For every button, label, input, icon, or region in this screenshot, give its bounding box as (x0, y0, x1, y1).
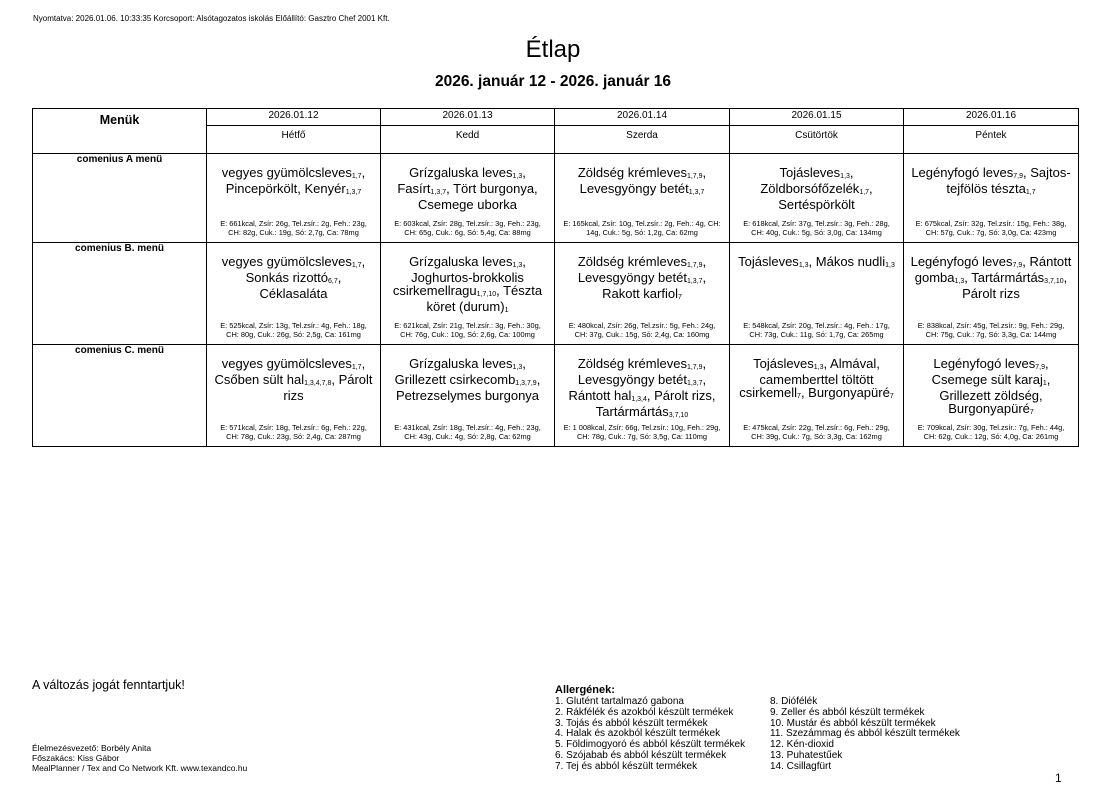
day-date: 2026.01.12 (268, 110, 319, 121)
allergen-codes: 1,3,7 (688, 189, 705, 196)
dish-name: , Grillezett csirkecomb (394, 356, 526, 387)
allergen-codes: 1,3 (885, 262, 895, 269)
allergen-codes: 1,3,4,7,8 (304, 380, 332, 387)
allergens-title: Allergének: (555, 684, 615, 696)
menus-header: Menük (33, 109, 207, 154)
dish-name: , Csemege sült karaj (931, 356, 1049, 387)
dish-name: , Sertéspörkölt (778, 181, 873, 212)
allergen-codes: 1,3 (840, 173, 850, 180)
dish-name: , Sonkás rizottó (245, 254, 366, 285)
allergen-item: 9. Zeller és abból készült termékek (770, 706, 925, 718)
allergen-item: 13. Puhatestűek (770, 749, 843, 761)
staff-line: Főszakács: Kiss Gábor (32, 753, 120, 763)
dish-name: , Céklasaláta (259, 270, 342, 301)
allergen-list-right (770, 697, 960, 773)
day-date: 2026.01.13 (442, 110, 493, 121)
menu-row (33, 154, 1079, 243)
menu-table (32, 108, 1079, 447)
dish-name: Tojásleves (738, 254, 799, 269)
allergen-codes: 1,3,7 (345, 189, 362, 196)
allergen-codes: 1,7,9 (686, 173, 703, 180)
nutrition-info: E: 661kcal, Zsír: 26g, Tel.zsír.: 2g, Feh.: 23g, CH: 82g, Cuk.: 19g, Só: 2,7g, Ca: 78mg (220, 219, 367, 237)
day-header (555, 109, 730, 154)
menu-row (33, 243, 1079, 345)
dish-name: , Levesgyöngy betét (577, 254, 707, 285)
nutrition-info: E: 709kcal, Zsír: 30g, Tel.zsír.: 7g, Feh.: 44g, CH: 62g, Cuk.: 12g, Só: 4,0g, Ca: 261mg (917, 423, 1065, 441)
allergen-item: 8. Diófélék (770, 696, 818, 707)
dish-name: Zöldség krémleves (577, 254, 687, 269)
allergen-item: 14. Csillagfürt (770, 760, 832, 772)
allergen-item: 1. Glutént tartalmazó gabona (555, 696, 684, 707)
allergen-item: 10. Mustár és abból készült termékek (770, 717, 936, 729)
day-name: Hétfő (207, 125, 380, 147)
allergen-list-left (555, 697, 745, 773)
day-header (904, 109, 1079, 154)
allergen-codes: 1,3 (954, 278, 965, 285)
allergen-codes: 1,7 (351, 262, 362, 269)
dish-list (381, 243, 554, 316)
dish-list (730, 345, 903, 402)
allergen-codes: 7,9 (1035, 364, 1046, 371)
allergen-codes: 7 (1029, 409, 1034, 416)
dish-name: Zöldség krémleves (577, 165, 687, 180)
allergen-codes: 1,3 (512, 173, 523, 180)
allergen-codes: 1,3,7 (686, 278, 703, 285)
nutrition-info: E: 525kcal, Zsír: 13g, Tel.zsír.: 4g, Feh.: 18g, CH: 80g, Cuk.: 26g, Só: 2,5g, Ca: 161mg (220, 321, 367, 339)
dish-name: , Rántott hal (568, 372, 707, 403)
day-header (730, 109, 904, 154)
allergen-codes: 7 (797, 393, 801, 400)
menu-cell (381, 345, 555, 447)
dish-list (904, 345, 1078, 418)
dish-list (381, 154, 554, 211)
dish-name: vegyes gyümölcsleves (221, 356, 352, 371)
dish-name: , Zöldborsófőzelék (760, 165, 860, 196)
dish-name: vegyes gyümölcsleves (221, 254, 352, 269)
day-name: Csütörtök (730, 125, 903, 147)
nutrition-info: E: 165kcal, Zsír: 10g, Tel.zsír.: 2g, Feh.: 4g, CH: 14g, Cuk.: 5g, Só: 1,2g, Ca: 62mg (563, 219, 721, 237)
menu-cell (207, 345, 381, 447)
menu-row (33, 345, 1079, 447)
dish-name: , Tészta köret (durum) (426, 283, 543, 314)
allergen-item: 2. Rákfélék és azokból készült termékek (555, 706, 734, 718)
allergen-codes: 1,3,7,9 (515, 380, 537, 387)
menu-cell (730, 154, 904, 243)
dish-name: Zöldség krémleves (577, 356, 687, 371)
allergen-item: 11. Szezámmag és abból készült termékek (770, 728, 960, 740)
allergen-codes: 1 (1042, 380, 1047, 387)
page-title: Étlap (525, 36, 581, 63)
allergen-codes: 1,7,10 (476, 291, 497, 298)
menu-cell (381, 154, 555, 243)
dish-name: Tojásleves (753, 356, 814, 371)
dish-list (555, 154, 729, 198)
dish-name: , Párolt rizs (962, 270, 1068, 301)
dish-name: , Mákos nudli (808, 254, 886, 269)
menu-cell (207, 243, 381, 345)
allergen-codes: 1,7 (859, 189, 870, 196)
allergen-codes: 3,7,10 (1044, 278, 1064, 285)
allergen-codes: 7 (889, 393, 894, 400)
dish-name: , Levesgyöngy betét (577, 356, 707, 387)
page-number: 1 (1055, 771, 1062, 785)
day-name: Szerda (555, 125, 729, 147)
dish-list (207, 345, 380, 402)
allergen-codes: 1 (504, 307, 509, 314)
dish-name: Grízgaluska leves (409, 165, 513, 180)
nutrition-info: E: 603kcal, Zsír: 28g, Tel.zsír.: 3g, Feh.: 23g, CH: 65g, Cuk.: 6g, Só: 5,4g, Ca: 88mg (394, 219, 541, 237)
dish-name: , Párolt rizs (283, 372, 373, 403)
day-date: 2026.01.16 (965, 110, 1017, 121)
allergen-codes: 1,7 (351, 173, 362, 180)
dish-name: , Burgonyapüré (800, 385, 890, 400)
allergen-item: 12. Kén-dioxid (770, 739, 834, 751)
dish-name: Legényfogó leves (933, 356, 1036, 371)
allergen-codes: 7 (677, 294, 682, 301)
menu-name: comenius A menü (33, 154, 207, 243)
dish-list (904, 243, 1078, 300)
nutrition-info: E: 621kcal, Zsír: 21g, Tel.zsír.: 3g, Feh.: 30g, CH: 76g, Cuk.: 10g, Só: 2,6g, Ca: 100mg (394, 321, 541, 339)
nutrition-info: E: 675kcal, Zsír: 32g, Tel.zsír.: 15g, Feh.: 38g, CH: 57g, Cuk.: 7g, Só: 3,0g, Ca: 423mg (915, 219, 1067, 237)
nutrition-info: E: 838kcal, Zsír: 45g, Tel.zsír.: 9g, Feh.: 29g, CH: 75g, Cuk.: 7g, Só: 3,3g, Ca: 144mg (917, 321, 1065, 339)
allergen-codes: 1,3,4 (631, 396, 647, 403)
nutrition-info: E: 431kcal, Zsír: 18g, Tel.zsír.: 4g, Feh.: 23g, CH: 43g, Cuk.: 4g, Só: 2,8g, Ca: 62mg (394, 423, 541, 441)
menu-cell (904, 243, 1079, 345)
dish-name: , Sajtos-tejfölös tészta (946, 165, 1071, 196)
allergen-codes: 6,7 (328, 278, 338, 285)
menu-cell (555, 154, 730, 243)
allergen-codes: 1,3 (512, 364, 523, 371)
allergen-item: 3. Tojás és abból készült termékek (555, 717, 708, 729)
dish-list (730, 154, 903, 211)
dish-name: , Tartármártás (964, 270, 1045, 285)
nutrition-info: E: 571kcal, Zsír: 18g, Tel.zsír.: 6g, Feh.: 22g, CH: 78g, Cuk.: 23g, Só: 2,4g, Ca: 287mg (220, 423, 367, 441)
dish-name: Legényfogó leves (911, 165, 1014, 180)
dish-name: Legényfogó leves (910, 254, 1013, 269)
dish-list (730, 243, 903, 271)
dish-list (555, 345, 729, 421)
menu-cell (555, 243, 730, 345)
dish-name: Tojásleves (779, 165, 841, 180)
menu-name: comenius B. menü (33, 243, 207, 345)
staff-line: Élelmezésvezető: Borbély Anita (32, 743, 152, 753)
dish-name: , Rakott karfiol (602, 270, 707, 301)
menu-cell (730, 243, 904, 345)
day-date: 2026.01.15 (791, 110, 842, 121)
menu-cell (904, 345, 1079, 447)
allergen-codes: 7,9 (1012, 262, 1023, 269)
dish-name: , Csőben sült hal (214, 356, 366, 387)
allergen-item: 6. Szójabab és abból készült termékek (555, 749, 727, 761)
dish-name: , Grillezett zöldség, Burgonyapüré (939, 372, 1051, 416)
allergen-item: 7. Tej és abból készült termékek (555, 760, 698, 772)
dish-name: , Pincepörkölt, Kenyér (225, 165, 366, 196)
allergen-codes: 1,3,7 (686, 380, 703, 387)
allergen-codes: 1,3 (798, 262, 809, 269)
dish-name: , Tört burgonya, Csemege uborka (418, 181, 538, 212)
dish-list (207, 154, 380, 198)
dish-list (555, 243, 729, 303)
dish-name: , Petrezselymes burgonya (395, 372, 541, 403)
allergen-codes: 1,3 (813, 364, 824, 371)
allergen-codes: 3,7,10 (668, 412, 689, 419)
allergen-codes: 1,3 (512, 262, 523, 269)
allergen-item: 5. Földimogyoró és abból készült termékek (555, 739, 746, 751)
allergen-codes: 1,7,9 (686, 262, 703, 269)
dish-name: Grízgaluska leves (409, 254, 513, 269)
allergen-codes: 1,7 (1025, 189, 1036, 196)
dish-name: Grízgaluska leves (409, 356, 513, 371)
menu-cell (904, 154, 1079, 243)
menu-cell (207, 154, 381, 243)
menu-cell (730, 345, 904, 447)
allergen-item: 4. Halak és azokból készült termékek (555, 728, 721, 740)
staff-line: MealPlanner / Tex and Co Network Kft. www.texandco.hu (32, 763, 248, 773)
menu-name: comenius C. menü (33, 345, 207, 447)
allergen-codes: 1,3,7 (430, 189, 447, 196)
day-header (207, 109, 381, 154)
dish-name: , Párolt rizs, Tartármártás (595, 388, 716, 419)
menu-cell (381, 243, 555, 345)
allergen-codes: 1,7,9 (686, 364, 703, 371)
dish-name: , Rántott gomba (914, 254, 1072, 285)
dish-name: , Joghurtos-brokkolis csirkemellragu (392, 254, 526, 298)
dish-name: vegyes gyümölcsleves (221, 165, 352, 180)
nutrition-info: E: 475kcal, Zsír: 22g, Tel.zsír.: 6g, Feh.: 29g, CH: 39g, Cuk.: 7g, Só: 3,3g, Ca: 162mg (743, 423, 890, 441)
change-notice: A változás jogát fenntartjuk! (32, 678, 185, 692)
menu-cell (555, 345, 730, 447)
day-name: Péntek (904, 125, 1078, 147)
allergen-codes: 1,7 (351, 364, 362, 371)
dish-name: , Fasírt (397, 165, 526, 196)
day-name: Kedd (381, 125, 554, 147)
date-range: 2026. január 12 - 2026. január 16 (434, 73, 672, 90)
dish-list (207, 243, 380, 300)
nutrition-info: E: 1 008kcal, Zsír: 66g, Tel.zsír.: 10g, Feh.: 29g, CH: 78g, Cuk.: 7g, Só: 3,5g, Ca: 110mg (563, 423, 721, 441)
allergen-codes: 7,9 (1013, 173, 1023, 180)
dish-list (381, 345, 554, 402)
dish-name: , Levesgyöngy betét (579, 165, 707, 196)
day-date: 2026.01.14 (616, 110, 668, 121)
staff-info (32, 743, 247, 773)
dish-list (904, 154, 1078, 198)
nutrition-info: E: 548kcal, Zsír: 20g, Tel.zsír.: 4g, Feh.: 17g, CH: 73g, Cuk.: 11g, Só: 1,7g, Ca: 265mg (743, 321, 890, 339)
nutrition-info: E: 480kcal, Zsír: 26g, Tel.zsír.: 5g, Feh.: 24g, CH: 37g, Cuk.: 15g, Só: 2,4g, Ca: 160mg (568, 321, 716, 339)
day-header (381, 109, 555, 154)
dish-name: , Almával, camemberttel töltött csirkemell (739, 356, 880, 400)
print-info: Nyomtatva: 2026.01.06. 10:33:35 Korcsoport: Alsótagozatos iskolás Előállító: Gasztro Chef 2001 Kft. (33, 14, 390, 23)
nutrition-info: E: 618kcal, Zsír: 37g, Tel.zsír.: 3g, Feh.: 28g, CH: 40g, Cuk.: 5g, Só: 3,0g, Ca: 134mg (743, 219, 890, 237)
